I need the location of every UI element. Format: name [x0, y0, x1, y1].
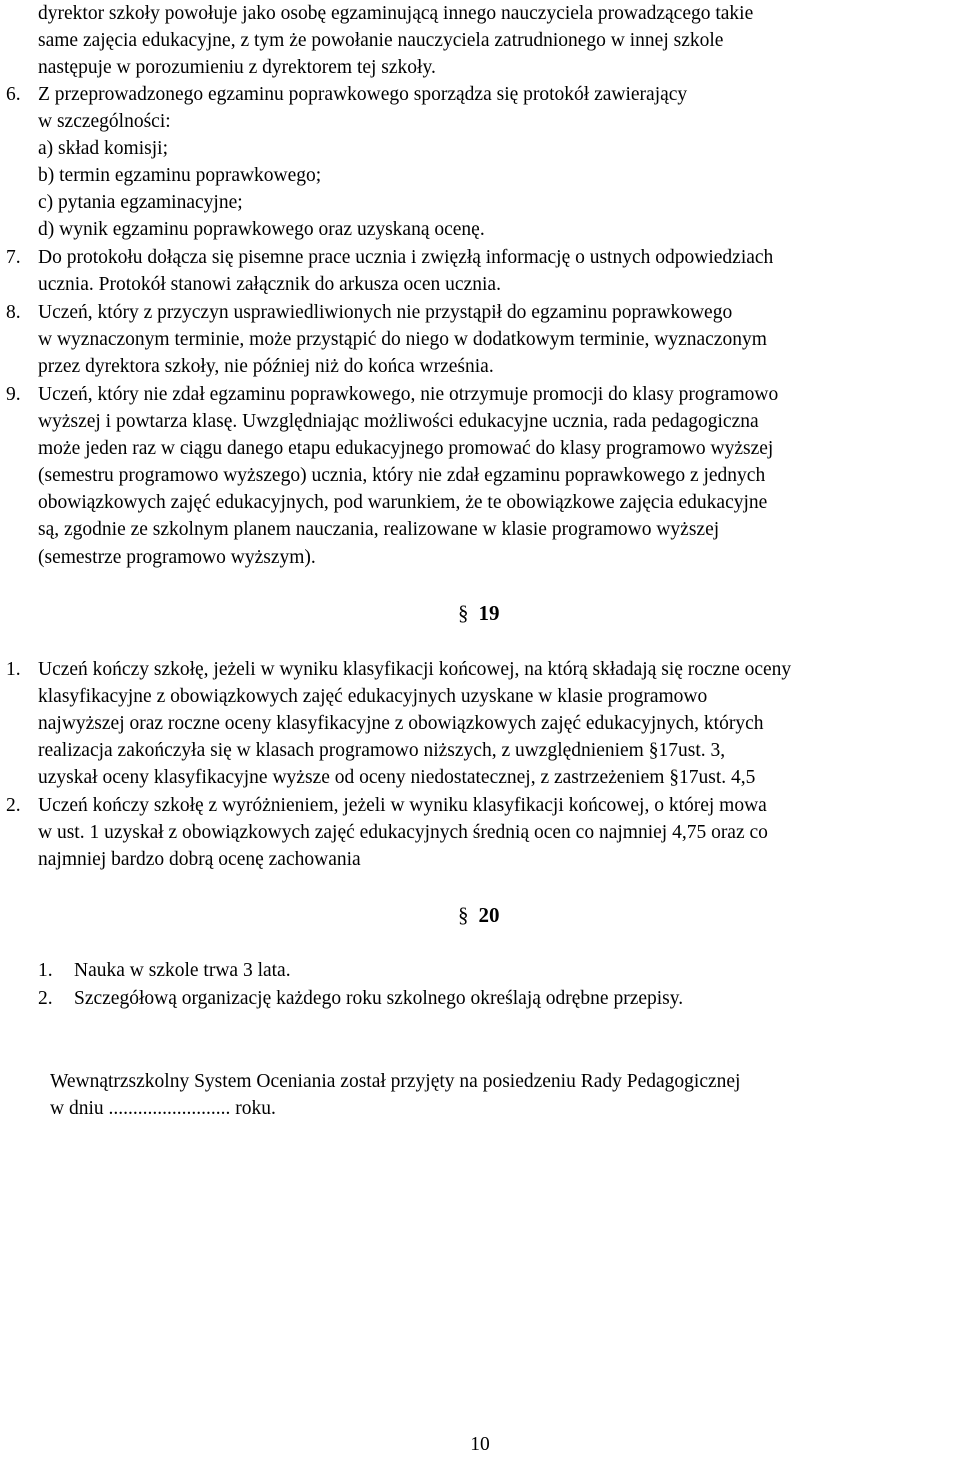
- item-line: Z przeprowadzonego egzaminu poprawkowego sporządza się protokół zawierający: [38, 84, 688, 105]
- section-symbol: §: [458, 601, 469, 625]
- item-line: ucznia. Protokół stanowi załącznik do arkusza ocen ucznia.: [38, 274, 501, 295]
- item-line: przez dyrektora szkoły, nie później niż do końca września.: [38, 356, 494, 377]
- closing-line: w dniu ......................... roku.: [50, 1098, 276, 1119]
- intro-line: dyrektor szkoły powołuje jako osobę egzaminującą innego nauczyciela prowadzącego takie: [38, 3, 754, 24]
- item-number: 7.: [6, 247, 21, 268]
- section-symbol: §: [458, 903, 469, 927]
- item-line: w wyznaczonym terminie, może przystąpić do niego w dodatkowym terminie, wyznaczonym: [38, 329, 767, 350]
- item-line: Nauka w szkole trwa 3 lata.: [74, 960, 291, 981]
- item-line: realizacja zakończyła się w klasach programowo niższych, z uwzględnieniem §17ust. 3,: [38, 740, 726, 761]
- item-line: obowiązkowych zajęć edukacyjnych, pod warunkiem, że te obowiązkowe zajęcia edukacyjne: [38, 492, 768, 513]
- item-line: najmniej bardzo dobrą ocenę zachowania: [38, 849, 361, 870]
- item-number: 2.: [38, 988, 53, 1009]
- intro-line: następuje w porozumieniu z dyrektorem tej szkoły.: [38, 57, 436, 78]
- item-line: Uczeń, który nie zdał egzaminu poprawkowego, nie otrzymuje promocji do klasy programowo: [38, 384, 779, 405]
- item-line: b) termin egzaminu poprawkowego;: [38, 165, 322, 186]
- page-number: 10: [470, 1434, 490, 1455]
- section-number: 19: [478, 601, 500, 625]
- item-line: Uczeń kończy szkołę, jeżeli w wyniku klasyfikacji końcowej, na którą składają się roczne oceny: [38, 659, 792, 680]
- item-number: 6.: [6, 84, 21, 105]
- item-number: 9.: [6, 384, 21, 405]
- item-line: Do protokołu dołącza się pisemne prace ucznia i zwięzłą informację o ustnych odpowiedziach: [38, 247, 774, 268]
- item-line: klasyfikacyjne z obowiązkowych zajęć edukacyjnych uzyskane w klasie programowo: [38, 686, 708, 707]
- section-heading-20: [458, 902, 500, 929]
- item-line: Szczegółową organizację każdego roku szkolnego określają odrębne przepisy.: [74, 988, 684, 1009]
- item-line: w ust. 1 uzyskał z obowiązkowych zajęć edukacyjnych średnią ocen co najmniej 4,75 oraz co: [38, 822, 768, 843]
- item-line: uzyskał oceny klasyfikacyjne wyższe od oceny niedostatecznej, z zastrzeżeniem §17ust. 4,5: [38, 767, 756, 788]
- item-line: są, zgodnie ze szkolnym planem nauczania, realizowane w klasie programowo wyższej: [38, 519, 720, 540]
- item-number: 1.: [38, 960, 53, 981]
- section-number: 20: [478, 903, 500, 927]
- item-line: Uczeń, który z przyczyn usprawiedliwionych nie przystąpił do egzaminu poprawkowego: [38, 302, 733, 323]
- item-line: c) pytania egzaminacyjne;: [38, 192, 243, 213]
- item-line: najwyższej oraz roczne oceny klasyfikacyjne z obowiązkowych zajęć edukacyjnych, których: [38, 713, 764, 734]
- item-line: d) wynik egzaminu poprawkowego oraz uzyskaną ocenę.: [38, 219, 485, 240]
- item-line: (semestrze programowo wyższym).: [38, 547, 316, 568]
- item-line: Uczeń kończy szkołę z wyróżnieniem, jeżeli w wyniku klasyfikacji końcowej, o której mowa: [38, 795, 767, 816]
- item-number: 1.: [6, 659, 21, 680]
- item-line: (semestru programowo wyższego) ucznia, który nie zdał egzaminu poprawkowego z jednych: [38, 465, 766, 486]
- item-line: a) skład komisji;: [38, 138, 168, 159]
- item-line: może jeden raz w ciągu danego etapu edukacyjnego promować do klasy programowo wyższej: [38, 438, 774, 459]
- intro-line: same zajęcia edukacyjne, z tym że powołanie nauczyciela zatrudnionego w innej szkole: [38, 30, 724, 51]
- item-line: w szczególności:: [38, 111, 171, 132]
- item-number: 8.: [6, 302, 21, 323]
- section-heading-19: [458, 600, 500, 627]
- closing-line: Wewnątrzszkolny System Oceniania został przyjęty na posiedzeniu Rady Pedagogicznej: [50, 1071, 741, 1092]
- item-number: 2.: [6, 795, 21, 816]
- item-line: wyższej i powtarza klasę. Uwzględniając możliwości edukacyjne ucznia, rada pedagogiczna: [38, 411, 759, 432]
